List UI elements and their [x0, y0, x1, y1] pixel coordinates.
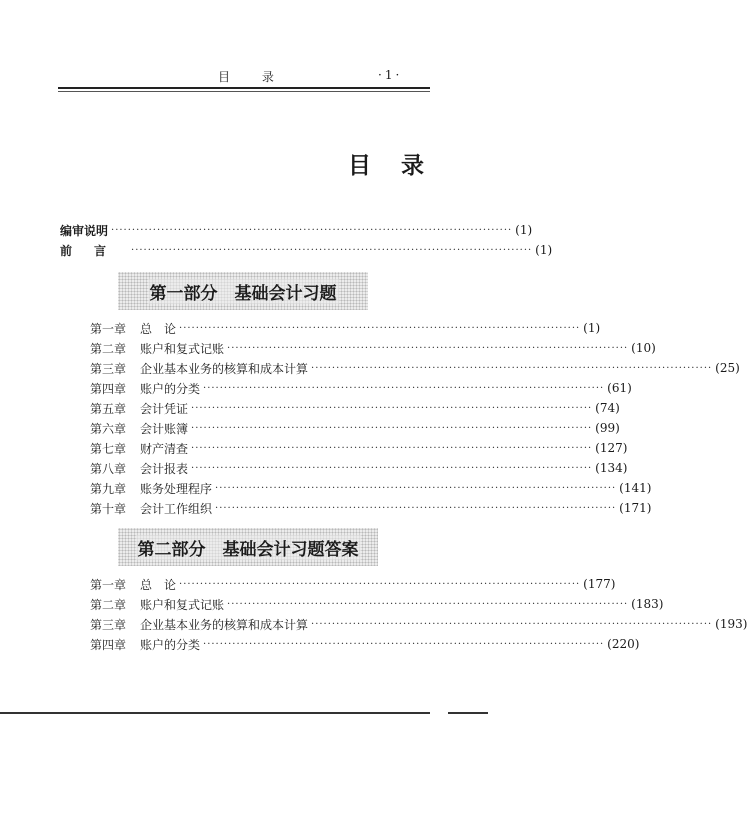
header-rule-thick [58, 87, 430, 89]
toc-entry-page: (1) [515, 223, 533, 237]
header-rule-thin [58, 91, 430, 92]
running-header-title: 目 录 [218, 70, 288, 84]
chapter-label: 第二章 [90, 341, 127, 356]
leader-dots: ································································································ [191, 422, 593, 434]
leader-dots: ································································································ [311, 362, 713, 374]
chapter-title: 总 论 [140, 577, 177, 592]
toc-entry-chapter[interactable] [90, 358, 740, 378]
leader-dots: ································································································ [203, 382, 605, 394]
section-banner-part2[interactable] [118, 528, 378, 566]
chapter-page: (99) [595, 421, 620, 435]
chapter-page: (220) [607, 637, 640, 651]
toc-entry-chapter[interactable] [90, 574, 616, 594]
toc-entry-chapter[interactable] [90, 398, 620, 418]
leader-dots: ································································································ [191, 442, 593, 454]
toc-entry-chapter[interactable] [90, 614, 747, 634]
chapter-label: 第四章 [90, 381, 127, 396]
chapter-label: 第五章 [90, 401, 127, 416]
chapter-page: (141) [619, 481, 652, 495]
chapter-title: 企业基本业务的核算和成本计算 [140, 361, 309, 376]
toc-entry-chapter[interactable] [90, 634, 640, 654]
chapter-label: 第七章 [90, 441, 127, 456]
leader-dots: ································································································ [215, 502, 617, 514]
bottom-rule-short [448, 712, 488, 714]
chapter-page: (1) [583, 321, 601, 335]
toc-entry-page: (1) [535, 243, 553, 257]
chapter-page: (193) [715, 617, 747, 631]
chapter-title: 账务处理程序 [140, 481, 213, 496]
section-banner-part1[interactable] [118, 272, 368, 310]
toc-entry-chapter[interactable] [90, 478, 652, 498]
chapter-page: (61) [607, 381, 632, 395]
toc-entry-chapter[interactable] [90, 418, 620, 438]
section-title: 第一部分 基础会计习题 [148, 279, 339, 304]
chapter-label: 第九章 [90, 481, 127, 496]
chapter-title: 账户的分类 [140, 637, 201, 652]
chapter-page: (25) [715, 361, 740, 375]
toc-entry-chapter[interactable] [90, 378, 632, 398]
toc-entry-title: 编审说明 [60, 223, 109, 238]
chapter-title: 财产清查 [140, 441, 189, 456]
toc-entry-chapter[interactable] [90, 458, 628, 478]
toc-entry-chapter[interactable] [90, 498, 652, 518]
chapter-label: 第一章 [90, 577, 127, 592]
chapter-page: (171) [619, 501, 652, 515]
chapter-page: (74) [595, 401, 620, 415]
chapter-label: 第二章 [90, 597, 127, 612]
chapter-title: 会计报表 [140, 461, 189, 476]
chapter-label: 第三章 [90, 617, 127, 632]
leader-dots: ································································································ [311, 618, 713, 630]
section-title: 第二部分 基础会计习题答案 [136, 535, 361, 560]
leader-dots: ································································································ [191, 462, 593, 474]
leader-dots: ································································································ [227, 598, 629, 610]
leader-dots: ································································································ [131, 244, 533, 256]
leader-dots: ································································································ [191, 402, 593, 414]
chapter-page: (183) [631, 597, 664, 611]
toc-entry-chapter[interactable] [90, 438, 628, 458]
chapter-page: (127) [595, 441, 628, 455]
chapter-title: 会计工作组织 [140, 501, 213, 516]
chapter-label: 第十章 [90, 501, 127, 516]
toc-entry-chapter[interactable] [90, 318, 601, 338]
chapter-page: (177) [583, 577, 616, 591]
toc-entry-title: 前言 [60, 243, 129, 258]
leader-dots: ································································································ [215, 482, 617, 494]
leader-dots: ································································································ [111, 224, 513, 236]
leader-dots: ································································································ [179, 322, 581, 334]
chapter-title: 企业基本业务的核算和成本计算 [140, 617, 309, 632]
toc-entry-chapter[interactable] [90, 594, 664, 614]
running-header-page-number: ·1· [378, 68, 403, 82]
leader-dots: ································································································ [203, 638, 605, 650]
page-title: 目录 [348, 153, 454, 179]
chapter-label: 第三章 [90, 361, 127, 376]
chapter-label: 第四章 [90, 637, 127, 652]
chapter-title: 账户的分类 [140, 381, 201, 396]
chapter-label: 第八章 [90, 461, 127, 476]
chapter-page: (10) [631, 341, 656, 355]
leader-dots: ································································································ [227, 342, 629, 354]
leader-dots: ································································································ [179, 578, 581, 590]
chapter-title: 账户和复式记账 [140, 597, 225, 612]
toc-entry-front-0[interactable] [60, 220, 533, 240]
chapter-title: 总 论 [140, 321, 177, 336]
chapter-label: 第六章 [90, 421, 127, 436]
chapter-label: 第一章 [90, 321, 127, 336]
chapter-title: 会计凭证 [140, 401, 189, 416]
chapter-page: (134) [595, 461, 628, 475]
chapter-title: 会计账簿 [140, 421, 189, 436]
toc-entry-chapter[interactable] [90, 338, 656, 358]
chapter-title: 账户和复式记账 [140, 341, 225, 356]
bottom-rule [0, 712, 430, 714]
toc-entry-front-1[interactable] [60, 240, 553, 260]
